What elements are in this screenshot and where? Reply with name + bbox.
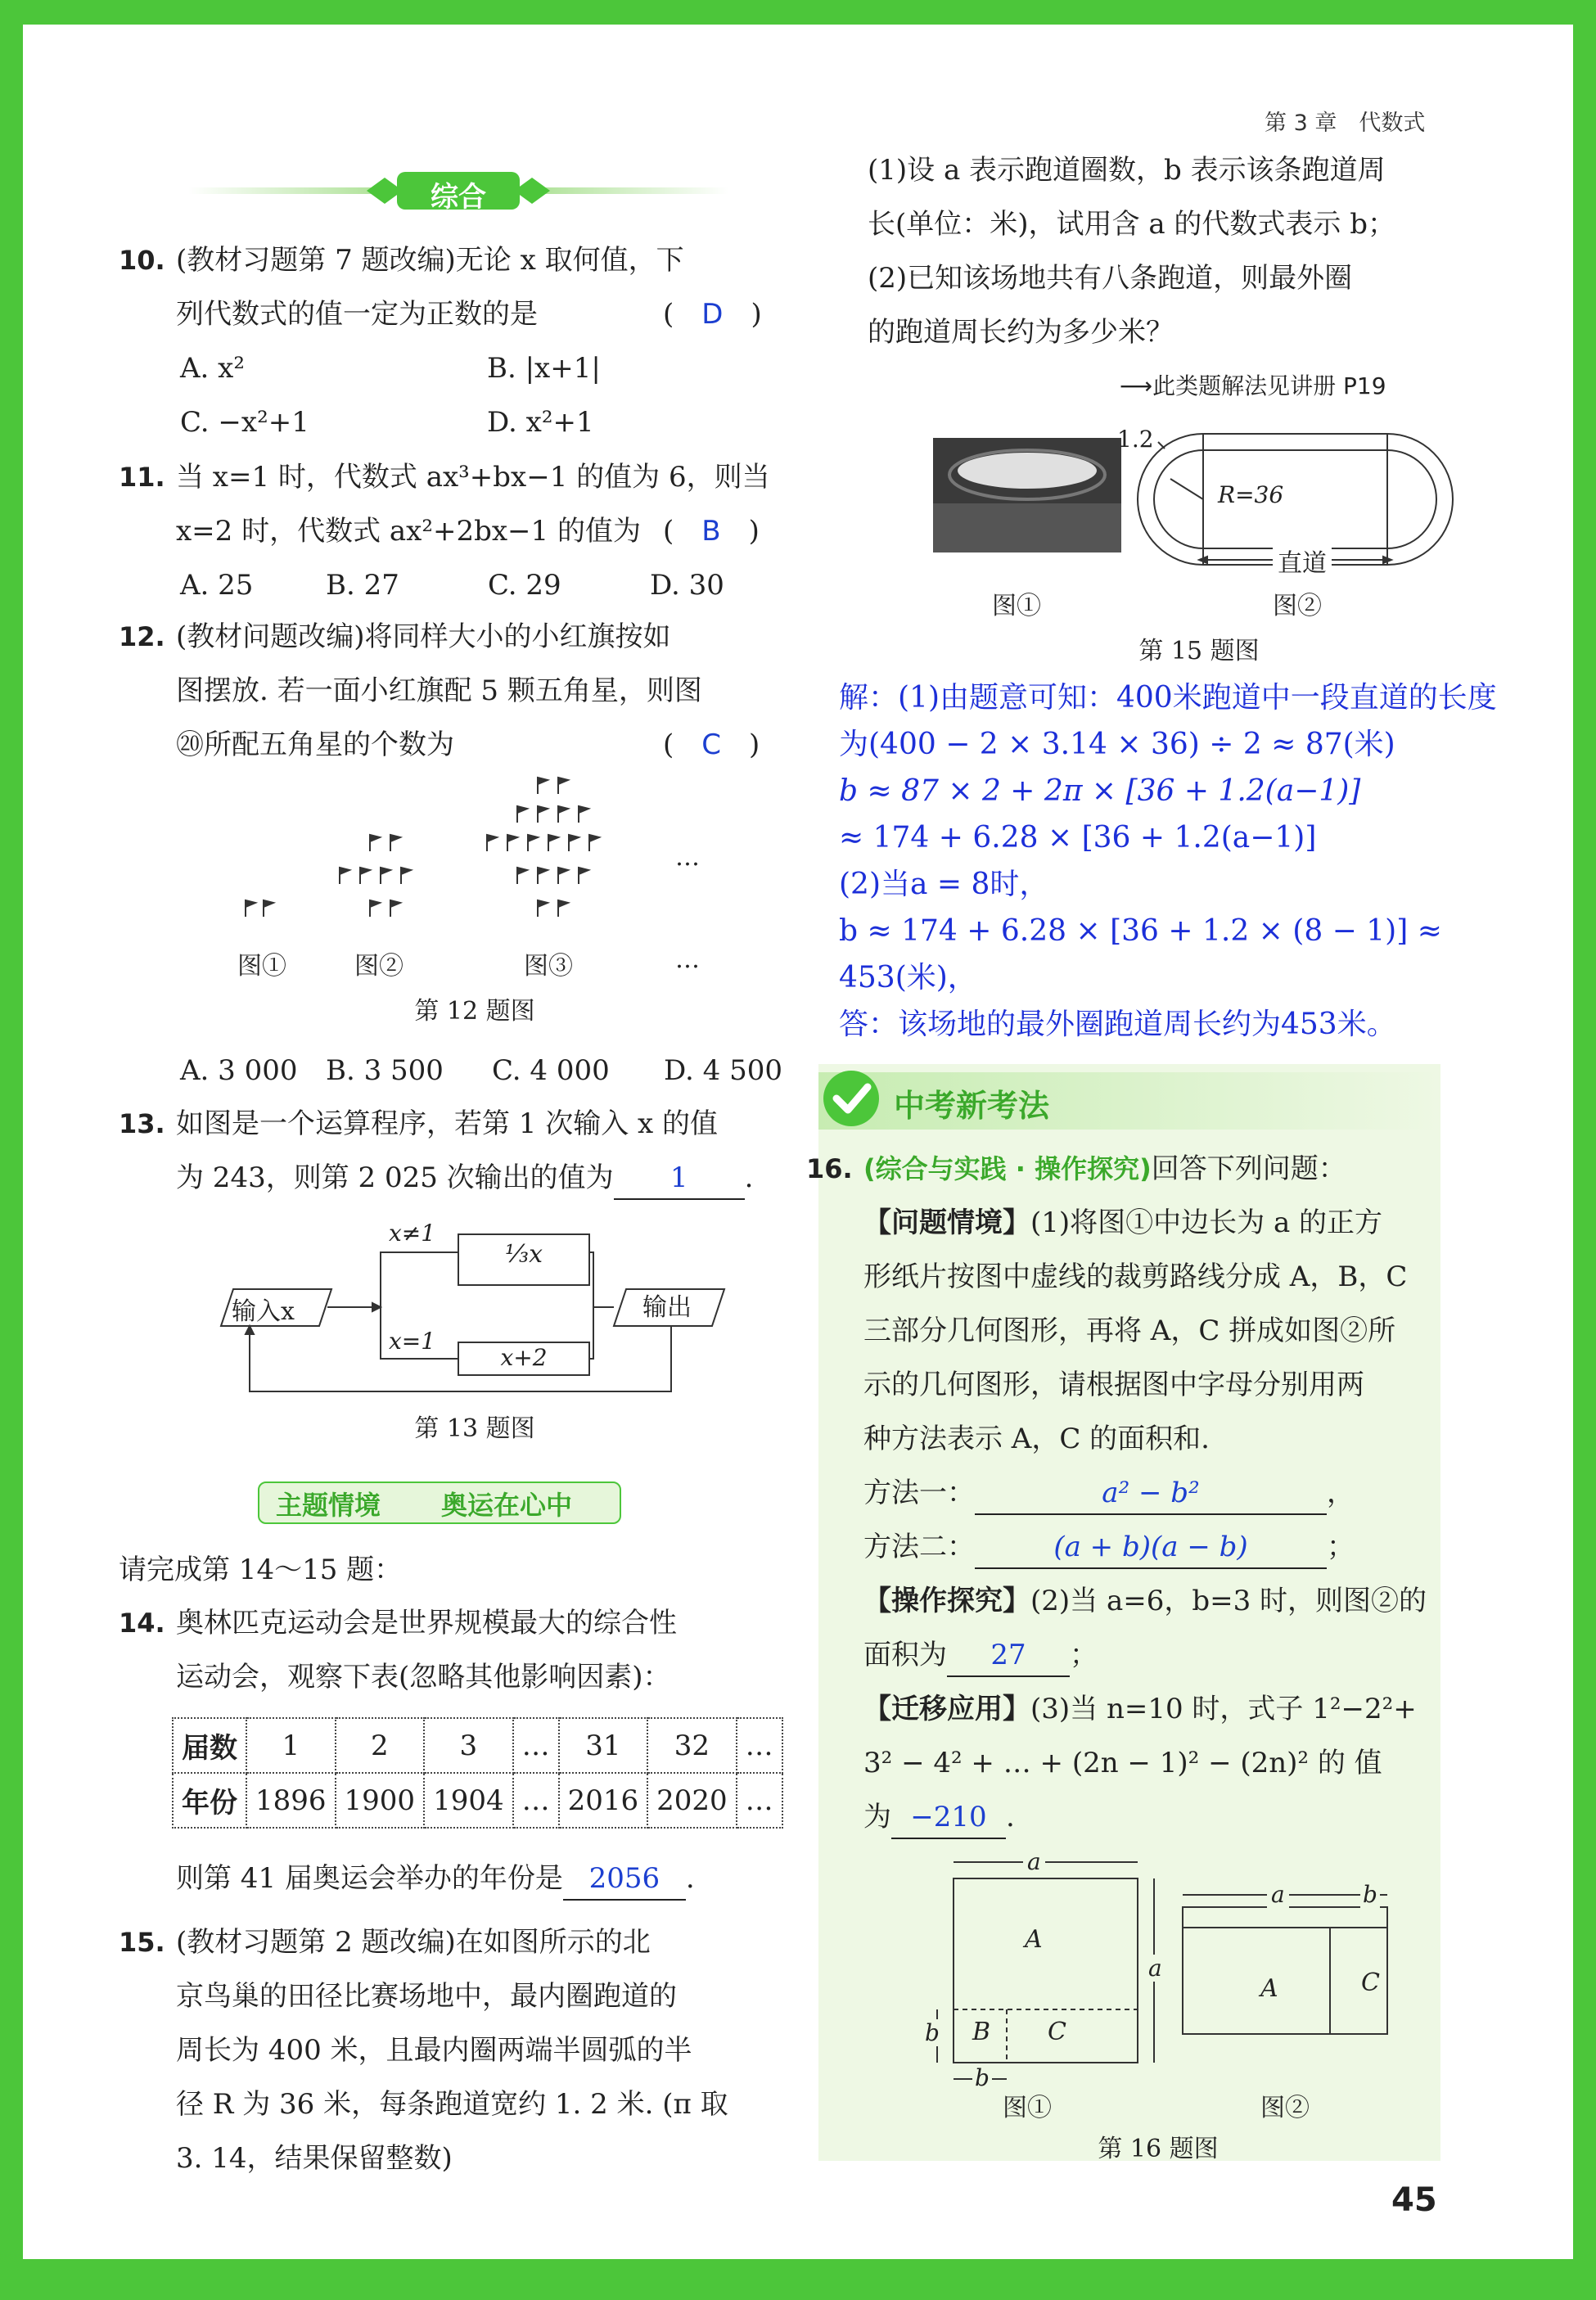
label-a: a <box>1267 1881 1289 1908</box>
exam-banner <box>818 1072 1440 1130</box>
question-number: 12. <box>119 621 165 652</box>
question-text: 京鸟巢的田径比赛场地中，最内圈跑道的 <box>176 1980 677 2013</box>
label-b: b <box>972 2064 992 2091</box>
flag-icon <box>507 835 517 851</box>
table-cell: 1 <box>246 1718 336 1773</box>
table-row <box>173 1718 782 1773</box>
label-b: b <box>925 2019 940 2046</box>
answer-blank: 1 <box>614 1157 745 1200</box>
question-text: 3² − 4² + … + (2n − 1)² − (2n)² 的 值 <box>863 1747 1382 1779</box>
answer: B <box>701 515 721 548</box>
table-cell: 31 <box>559 1718 648 1773</box>
flag-icon <box>390 835 400 851</box>
theme-title: 奥运在心中 <box>441 1490 573 1521</box>
solution-line: ≈ 174 + 6.28 × [36 + 1.2(a−1)] <box>839 821 1317 855</box>
flow-op-2: x+2 <box>500 1344 548 1371</box>
question-text: (3)当 n=10 时，式子 1²−2²+ <box>1030 1693 1417 1725</box>
flag-icon <box>264 900 273 917</box>
exam-title: 中考新考法 <box>894 1088 1050 1124</box>
option-b: B. |x+1| <box>487 352 601 385</box>
question-text: (教材问题改编)将同样大小的小红旗按如 <box>176 620 671 653</box>
question-text: ⑳所配五角星的个数为 <box>176 728 454 761</box>
flow-cond-1: x≠1 <box>389 1220 436 1247</box>
question-text: 奥林匹克运动会是世界规模最大的综合性 <box>176 1607 677 1639</box>
flag-icon <box>538 900 548 917</box>
question-12 <box>119 610 790 772</box>
flag-icon <box>517 868 527 884</box>
flag-icon <box>528 835 538 851</box>
table-cell: 年份 <box>173 1773 246 1828</box>
question-13: 13. 如图是一个运算程序，若第 1 次输入 x 的值 为 243，则第 2 025 次输出的值为 1 . <box>119 1097 790 1205</box>
flag-icon <box>548 835 558 851</box>
table-cell: 2016 <box>559 1773 648 1828</box>
olympics-table <box>172 1717 783 1829</box>
question-text: (教材习题第 2 题改编)在如图所示的北 <box>176 1926 651 1959</box>
question-text: x=2 时，代数式 ax²+2bx−1 的值为 <box>176 515 641 548</box>
question-14 <box>119 1596 790 1704</box>
question-text: 回答下列问题： <box>1151 1152 1346 1185</box>
punct: ， <box>1327 1477 1355 1509</box>
table-cell: 1904 <box>424 1773 513 1828</box>
flag-icon <box>360 868 370 884</box>
label-a: a <box>1023 1848 1045 1875</box>
punct: ； <box>1327 1531 1355 1563</box>
question-text: 三部分几何图形，再将 A，C 拼成如图②所 <box>863 1315 1396 1347</box>
question-text: 长(单位：米)，试用含 a 的代数式表示 b； <box>868 208 1395 241</box>
section-tag: 【问题情境】 <box>863 1206 1030 1239</box>
flag-icon <box>579 868 588 884</box>
flag-icon <box>558 868 568 884</box>
handwritten-solution <box>839 674 1567 1048</box>
section-title: 综合 <box>431 181 486 214</box>
question-number: 10. <box>119 245 165 276</box>
solution-line: b ≈ 174 + 6.28 × [36 + 1.2 × (8 − 1)] ≈ 453(米)， <box>839 914 1442 994</box>
square-cut-diagram <box>917 1854 1424 2099</box>
flag-icon <box>538 778 548 794</box>
table-cell: … <box>737 1718 782 1773</box>
answer-blank: 27 <box>947 1635 1070 1677</box>
flag-icon <box>370 900 380 917</box>
option-d: D. x²+1 <box>487 406 594 439</box>
flag-icon <box>579 806 588 823</box>
solution-line: 解：(1)由题意可知：400米跑道中一段直道的长度 <box>839 681 1497 715</box>
question-text: 3. 14，结果保留整数) <box>176 2142 453 2175</box>
flag-icon <box>246 900 255 917</box>
fig-label: 图① <box>1003 2094 1052 2122</box>
punct: ； <box>1070 1639 1098 1671</box>
question-15-parts <box>868 143 1555 359</box>
answer-blank: −210 <box>891 1797 1006 1839</box>
flag-icon <box>558 900 568 917</box>
question-text: 当 x=1 时，代数式 ax³+bx−1 的值为 6，则当 <box>176 461 770 494</box>
fig-label: 图① <box>992 592 1041 620</box>
table-cell: 1896 <box>246 1773 336 1828</box>
question-14-fill: 则第 41 届奥运会举办的年份是 2056 . <box>176 1851 695 1905</box>
region-a: A <box>1260 1974 1278 2003</box>
question-text: 径 R 为 36 米，每条跑道宽约 1. 2 米. (π 取 <box>176 2088 728 2121</box>
question-text: 为 <box>863 1801 891 1833</box>
question-text: 为 243，则第 2 025 次输出的值为 <box>176 1161 614 1194</box>
figure-caption: 第 15 题图 <box>1138 637 1260 665</box>
question-tag: (综合与实践 · 操作探究) <box>863 1153 1152 1184</box>
flag-icon <box>589 835 599 851</box>
label-b: b <box>1360 1881 1380 1908</box>
question-15 <box>119 1915 790 2185</box>
question-number: 16. <box>806 1153 853 1184</box>
table-cell: 32 <box>647 1718 737 1773</box>
flag-icon <box>569 835 579 851</box>
flag-icon <box>558 806 568 823</box>
answer-bracket: ( D ) <box>663 298 762 331</box>
question-text: 面积为 <box>863 1639 947 1671</box>
table-cell: … <box>513 1718 559 1773</box>
question-text: (1)设 a 表示跑道圈数，b 表示该条跑道周 <box>868 154 1386 187</box>
track-width-label: 1.2 <box>1117 426 1154 453</box>
figure-caption: 第 16 题图 <box>1098 2135 1219 2163</box>
figure-caption: 第 12 题图 <box>414 997 535 1026</box>
answer-bracket: ( C ) <box>663 728 760 761</box>
flow-output: 输出 <box>642 1293 692 1322</box>
question-text: (2)已知该场地共有八条跑道，则最外圈 <box>868 262 1353 295</box>
check-icon <box>818 1066 884 1131</box>
fig-label: 图② <box>1273 592 1322 620</box>
answer: D <box>701 298 724 331</box>
flag-icon <box>558 778 568 794</box>
question-text: 列代数式的值一定为正数的是 <box>176 298 538 331</box>
method-label: 方法一： <box>863 1477 975 1509</box>
question-text: (1)将图①中边长为 a 的正方 <box>1030 1206 1383 1239</box>
question-text: (教材习题第 7 题改编)无论 x 取何值，下 <box>176 244 684 277</box>
region-b: B <box>972 2018 991 2046</box>
table-cell: 2020 <box>647 1773 737 1828</box>
flag-figure <box>221 769 728 1007</box>
option-b: B. 27 <box>326 569 399 602</box>
answer-blank: a² − b² <box>975 1472 1327 1515</box>
option-a: A. x² <box>180 352 245 385</box>
question-16 <box>806 1142 1559 1844</box>
option-c: C. −x²+1 <box>180 406 309 439</box>
table-row <box>173 1773 782 1828</box>
question-text: 图摆放. 若一面小红旗配 5 颗五角星，则图 <box>176 674 702 707</box>
straight-label: 直道 <box>1273 543 1332 579</box>
page-number: 45 <box>1391 2181 1437 2219</box>
question-text: 的跑道周长约为多少米？ <box>868 316 1174 349</box>
radius-label: R=36 <box>1218 481 1284 508</box>
question-text: (2)当 a=6，b=3 时，则图②的 <box>1030 1585 1427 1617</box>
question-text: 示的几何图形，请根据图中字母分别用两 <box>863 1369 1364 1401</box>
answer: C <box>701 728 722 761</box>
rectangle-figure <box>1183 1907 1387 2034</box>
fig-label: 图③ <box>524 952 573 981</box>
question-number: 14. <box>119 1608 165 1639</box>
ellipsis: … <box>675 843 700 872</box>
label-a: a <box>1146 1955 1165 1982</box>
theme-banner <box>258 1481 621 1524</box>
theme-tag: 主题情境 <box>276 1490 381 1521</box>
section-tag: 【操作探究】 <box>863 1585 1030 1617</box>
option-a: A. 25 <box>180 569 254 602</box>
region-a: A <box>1025 1925 1043 1954</box>
method-reference: ⟶此类题解法见讲册 P19 <box>1120 372 1386 399</box>
option-d: D. 30 <box>650 569 724 602</box>
solution-line: (2)当a = 8时， <box>839 868 1049 901</box>
section-tag: 【迁移应用】 <box>863 1693 1030 1725</box>
stadium-photo <box>933 438 1121 552</box>
question-text: 则第 41 届奥运会举办的年份是 <box>176 1862 563 1895</box>
flow-input: 输入x <box>232 1297 295 1326</box>
table-cell: 届数 <box>173 1718 246 1773</box>
table-cell: 3 <box>424 1718 513 1773</box>
chapter-header: 第 3 章 代数式 <box>1265 110 1426 136</box>
question-11 <box>119 450 790 612</box>
question-number: 13. <box>119 1108 165 1139</box>
intro-text: 请完成第 14～15 题： <box>119 1554 403 1586</box>
flag-icon <box>340 868 349 884</box>
flag-icon <box>517 806 527 823</box>
fig-label: 图② <box>1260 2094 1310 2122</box>
option-c: C. 4 000 <box>492 1054 610 1087</box>
ellipsis: … <box>675 945 700 974</box>
table-cell: … <box>737 1773 782 1828</box>
region-c: C <box>1361 1969 1380 1997</box>
flag-icon <box>487 835 497 851</box>
flag-icon <box>390 900 400 917</box>
flag-icon <box>381 868 390 884</box>
solution-line: b ≈ 87 × 2 + 2π × [36 + 1.2(a−1)] <box>839 774 1361 808</box>
question-text: 种方法表示 A，C 的面积和. <box>863 1423 1210 1455</box>
table-cell: 1900 <box>336 1773 425 1828</box>
table-cell: 2 <box>336 1718 425 1773</box>
flag-icon <box>538 806 548 823</box>
question-text: 如图是一个运算程序，若第 1 次输入 x 的值 <box>176 1107 719 1140</box>
flag-icon <box>538 868 548 884</box>
solution-line: 答：该场地的最外圈跑道周长约为453米。 <box>839 1008 1396 1041</box>
fig-label: 图① <box>237 952 286 981</box>
section-banner-zonghe <box>188 168 728 214</box>
figure-caption: 第 13 题图 <box>414 1414 535 1443</box>
flow-op-1: ⅓x <box>505 1240 543 1269</box>
solution-line: 为(400 − 2 × 3.14 × 36) ÷ 2 ≈ 87(米) <box>839 728 1395 761</box>
option-d: D. 4 500 <box>664 1054 782 1087</box>
flag-icon <box>401 868 411 884</box>
answer-blank: (a + b)(a − b) <box>975 1527 1327 1569</box>
question-12-options <box>180 1044 782 1098</box>
flow-cond-2: x=1 <box>389 1328 436 1355</box>
option-a: A. 3 000 <box>180 1054 298 1087</box>
option-c: C. 29 <box>488 569 561 602</box>
question-number: 15. <box>119 1927 165 1958</box>
question-number: 11. <box>119 462 165 493</box>
region-c: C <box>1048 2018 1066 2046</box>
method-label: 方法二： <box>863 1531 975 1563</box>
table-cell: … <box>513 1773 559 1828</box>
question-text: 周长为 400 米，且最内圈两端半圆弧的半 <box>176 2034 692 2067</box>
answer-blank: 2056 <box>563 1858 686 1901</box>
question-text: 形纸片按图中虚线的裁剪路线分成 A，B，C <box>863 1260 1408 1293</box>
flag-icon <box>370 835 380 851</box>
punct: . <box>1006 1801 1015 1833</box>
question-text: 运动会，观察下表(忽略其他影响因素)： <box>176 1661 671 1693</box>
question-10 <box>119 233 790 449</box>
answer-bracket: ( B ) <box>663 515 760 548</box>
option-b: B. 3 500 <box>326 1054 444 1087</box>
fig-label: 图② <box>354 952 404 981</box>
